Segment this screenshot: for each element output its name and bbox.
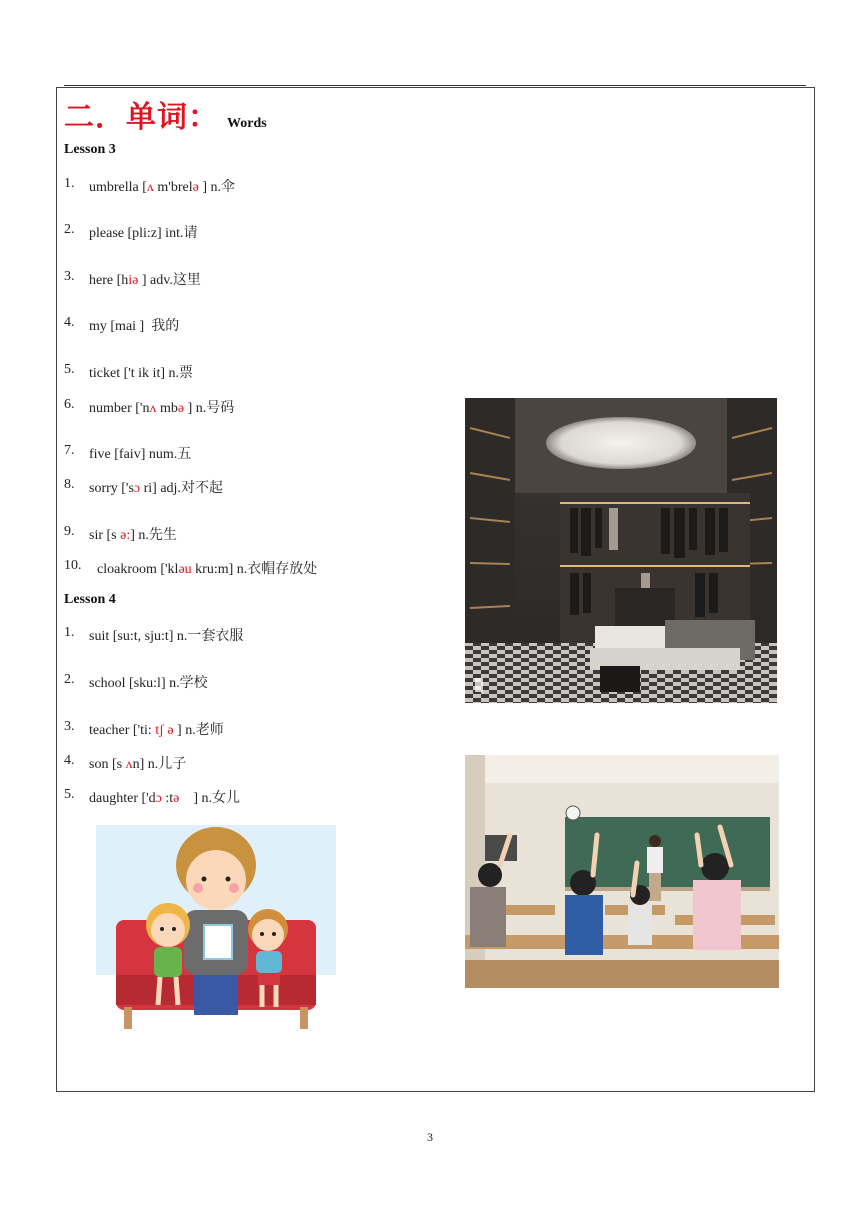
entry-text-part: kru:m] n.衣帽存放处 [191,562,318,577]
entry-text-part: mb [156,401,178,416]
entry-text-part: my [mai ] 我的 [89,319,180,334]
entry-number: 2. [64,672,75,687]
section-heading-chinese: 二．单词： [64,101,219,134]
phonetic-highlight: ʌ [146,180,154,195]
entry-text-part: ] n.伞 [198,180,235,195]
phonetic-highlight: ə [173,791,180,806]
vocab-entry [64,362,193,382]
vocab-entry [64,397,234,417]
section-heading [64,92,267,136]
vocab-entry [64,753,186,773]
phonetic-highlight: tʃ ə [155,723,174,738]
entry-text [89,176,235,196]
entry-text [89,719,224,739]
entry-number: 2. [64,222,75,237]
entry-text [89,477,223,497]
entry-number: 8. [64,477,75,492]
vocab-entry [64,443,191,463]
section-heading-english: Words [227,116,267,131]
entry-text [97,558,317,578]
entry-number: 7. [64,443,75,458]
phonetic-highlight: ə [192,180,199,195]
vocab-entry [64,222,197,242]
vocab-entry [64,672,208,692]
entry-text-part: cloakroom ['kl [97,562,179,577]
entry-text-part: umbrella [ [89,180,147,195]
top-rule [64,85,806,86]
entry-text-part: ] n.女儿 [179,791,241,806]
phonetic-highlight: ɔ [155,791,162,806]
entry-text [89,524,177,544]
entry-text [89,443,191,463]
entry-text-part: n] n.儿子 [132,757,187,772]
vocab-entry [64,524,177,544]
entry-text-part: m'brel [153,180,193,195]
classroom-photo [465,755,779,988]
entry-number: 4. [64,753,75,768]
phonetic-highlight: əu [178,562,192,577]
vocab-entry [64,787,240,807]
entry-text [89,787,240,807]
entry-text-part: please [pli:z] int.请 [89,226,198,241]
entry-text-part: ] n.老师 [173,723,224,738]
entry-text-part: sir [s [89,528,121,543]
phonetic-highlight: ʌ [125,757,133,772]
phonetic-highlight: ɔ [133,481,141,496]
entry-text-part: ticket ['t ik it] n.票 [89,366,194,381]
entry-text-part: ] n.号码 [184,401,235,416]
entry-number: 3. [64,269,75,284]
wardrobe-photo [465,398,777,703]
entry-text [89,315,179,335]
entry-text [89,397,234,417]
entry-text-part: son [s [89,757,126,772]
lesson-4-title: Lesson 4 [64,592,116,607]
entry-number: 5. [64,362,75,377]
entry-text-part: five [faiv] num.五 [89,447,192,462]
family-illustration [96,825,336,1037]
phonetic-highlight: ʌ [149,401,157,416]
vocab-entry [64,315,179,335]
entry-text-part: here [h [89,273,129,288]
vocab-entry [64,625,243,645]
entry-text-part: daughter ['d [89,791,156,806]
entry-number: 5. [64,787,75,802]
entry-text-part: teacher ['ti: [89,723,156,738]
entry-number: 10. [64,558,82,573]
entry-text-part: sorry ['s [89,481,134,496]
entry-number: 1. [64,176,75,191]
entry-number: 9. [64,524,75,539]
entry-text [89,362,193,382]
entry-text-part: school [sku:l] n.学校 [89,676,208,691]
vocab-entry [64,719,224,739]
lesson-3-title: Lesson 3 [64,142,116,157]
entry-number: 4. [64,315,75,330]
entry-text [89,269,201,289]
entry-number: 6. [64,397,75,412]
entry-number: 1. [64,625,75,640]
phonetic-highlight: ə [177,401,185,416]
phonetic-highlight: iə [128,273,139,288]
entry-text-part: ri] adj.对不起 [140,481,223,496]
entry-text-part: ] adv.这里 [138,273,201,288]
entry-text-part: :t [161,791,174,806]
phonetic-highlight: ə: [120,528,131,543]
entry-text [89,753,186,773]
entry-text-part: ] n.先生 [130,528,177,543]
vocab-entry [64,269,201,289]
entry-text [89,625,243,645]
vocab-entry [64,558,317,578]
entry-text [89,222,197,242]
entry-number: 3. [64,719,75,734]
page-number: 3 [427,1130,433,1144]
entry-text-part: suit [su:t, sju:t] n.一套衣服 [89,629,244,644]
vocab-entry [64,477,223,497]
vocab-entry [64,176,235,196]
entry-text [89,672,208,692]
entry-text-part: number ['n [89,401,150,416]
